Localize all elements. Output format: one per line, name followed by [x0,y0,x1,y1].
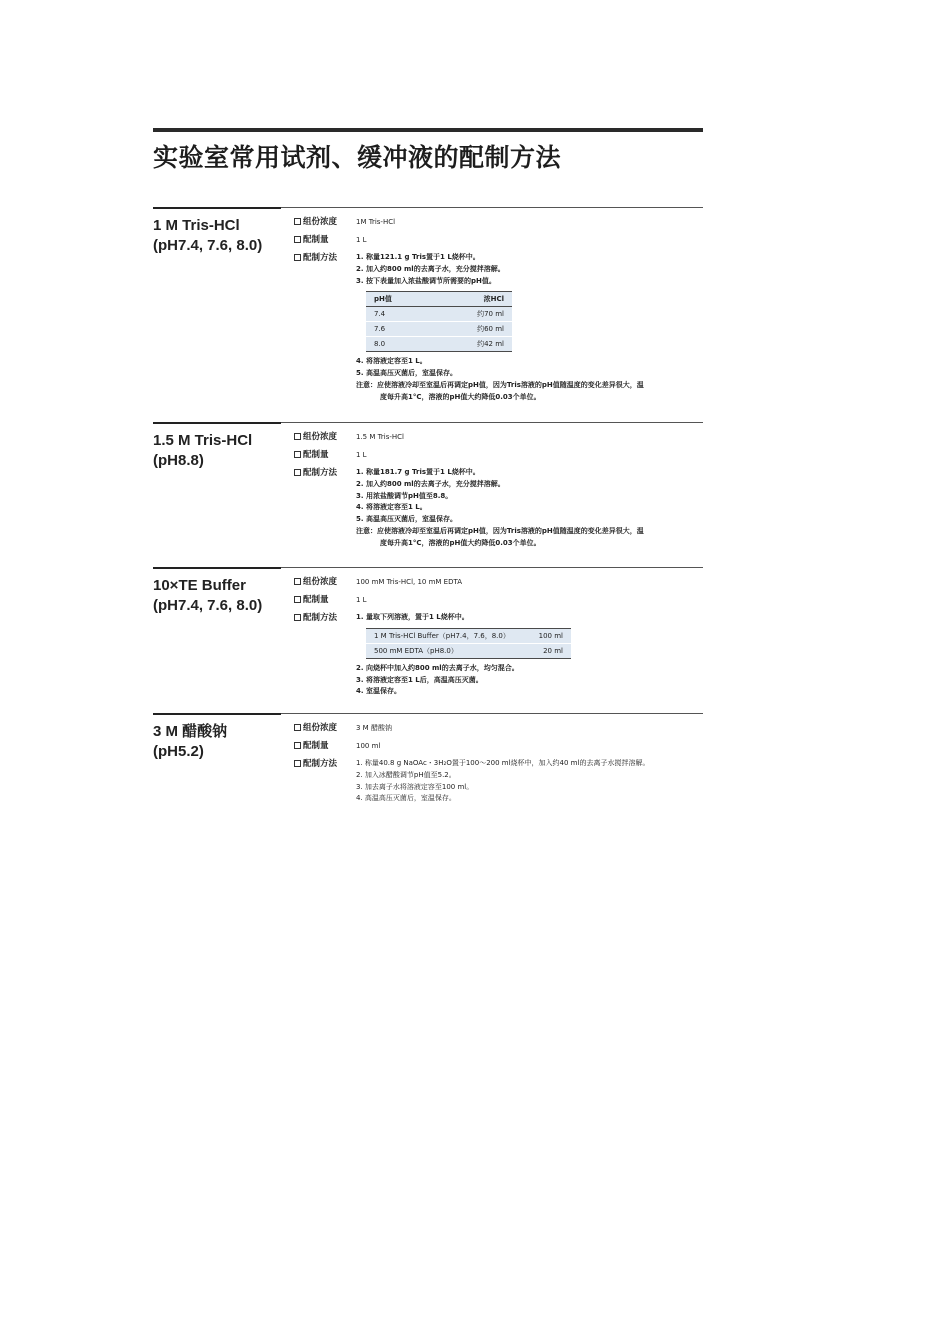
note [356,380,703,404]
te-components-table [366,628,571,659]
method-row [294,252,703,404]
page-top-rule [153,128,703,132]
table-cell: 8.0 [374,340,386,349]
table-cell: 100 ml [528,628,571,643]
section-title-name: 1 M Tris-HCl [153,217,240,234]
checkbox-icon [294,236,301,243]
method-steps [356,252,703,404]
component-value: 100 mM Tris-HCl, 10 mM EDTA [356,578,463,586]
step: 4. 室温保存。 [356,687,401,696]
step: 3. 按下表量加入浓盐酸调节所需要的pH值。 [356,276,496,285]
table-cell: 1 M Tris-HCl Buffer（pH7.4，7.6，8.0） [366,628,528,643]
volume-value: 1 L [356,451,367,459]
section-title-ph: (pH7.4, 7.6, 8.0) [153,237,263,254]
volume-label: 配制量 [294,234,329,246]
component-label: 组份浓度 [294,576,337,588]
section-title-ph: (pH7.4, 7.6, 8.0) [153,597,263,614]
section-title [153,431,252,471]
step: 2. 加入冰醋酸调节pH值至5.2。 [356,770,456,779]
section-fields [294,722,703,805]
table-row [366,628,571,643]
table-header-row [366,292,512,307]
component-value: 1.5 M Tris-HCl [356,433,404,441]
ph-hcl-table [366,291,512,352]
volume-value: 1 L [356,236,367,244]
volume-row [294,449,703,467]
component-row [294,431,703,449]
section-divider [153,422,703,423]
table-row [366,337,512,352]
method-label: 配制方法 [294,612,337,624]
volume-row [294,740,703,758]
method-row [294,758,703,805]
method-label: 配制方法 [294,252,337,264]
step: 1. 量取下列溶液，置于1 L烧杯中。 [356,613,469,621]
component-label: 组份浓度 [294,722,337,734]
step: 3. 加去离子水将溶液定容至100 ml。 [356,782,474,791]
step: 1. 称量40.8 g NaOAc・3H₂O置于100～200 ml烧杯中，加入约40 ml的去离子水搅拌溶解。 [356,759,650,767]
section-title [153,576,262,616]
method-row [294,612,703,698]
section-title-name: 1.5 M Tris-HCl [153,432,253,449]
checkbox-icon [294,218,301,225]
checkbox-icon [294,469,301,476]
section-fields [294,431,703,550]
component-label: 组份浓度 [294,431,337,443]
checkbox-icon [294,451,301,458]
table-header-hcl: 浓HCl [430,292,512,307]
note [356,526,703,550]
volume-label: 配制量 [294,594,329,606]
volume-label: 配制量 [294,449,329,461]
note-line: 注意：应使溶液冷却至室温后再调定pH值，因为Tris溶液的pH值随温度的变化差异很大，温 [356,380,644,389]
step: 1. 称量121.1 g Tris置于1 L烧杯中。 [356,253,480,261]
method-label: 配制方法 [294,467,337,479]
step: 1. 称量181.7 g Tris置于1 L烧杯中。 [356,468,480,476]
section-title-ph: (pH5.2) [153,743,204,760]
section-divider [153,207,703,208]
checkbox-icon [294,254,301,261]
checkbox-icon [294,614,301,621]
section-divider [153,567,703,568]
step: 4. 高温高压灭菌后，室温保存。 [356,794,456,803]
step: 4. 将溶液定容至1 L。 [356,357,427,366]
checkbox-icon [294,742,301,749]
section-title [153,216,262,256]
step: 2. 加入约800 ml的去离子水，充分搅拌溶解。 [356,264,505,273]
volume-value: 100 ml [356,742,381,750]
volume-label: 配制量 [294,740,329,752]
table-cell: 约42 ml [477,340,504,349]
table-row [366,322,512,337]
step: 3. 将溶液定容至1 L后，高温高压灭菌。 [356,675,483,684]
step: 2. 加入约800 ml的去离子水，充分搅拌溶解。 [356,479,505,488]
volume-row [294,234,703,252]
section-title-name: 10×TE Buffer [153,577,246,594]
volume-row [294,594,703,612]
note-line: 度每升高1°C，溶液的pH值大约降低0.03个单位。 [380,538,541,547]
volume-value: 1 L [356,596,367,604]
section-title [153,722,227,762]
component-label: 组份浓度 [294,216,337,228]
method-steps [356,758,703,805]
table-cell: 约60 ml [430,322,512,337]
table-cell: 约70 ml [430,307,512,322]
table-row [366,307,512,322]
step: 5. 高温高压灭菌后，室温保存。 [356,369,457,378]
component-row [294,576,703,594]
step: 3. 用浓盐酸调节pH值至8.8。 [356,491,453,500]
note-line: 注意：应使溶液冷却至室温后再调定pH值，因为Tris溶液的pH值随温度的变化差异很大，温 [356,526,644,535]
checkbox-icon [294,578,301,585]
component-value: 3 M 醋酸钠 [356,724,392,732]
checkbox-icon [294,596,301,603]
method-steps [356,467,703,550]
step: 4. 将溶液定容至1 L。 [356,503,427,512]
table-cell: 7.4 [366,307,430,322]
step: 2. 向烧杯中加入约800 ml的去离子水，均匀混合。 [356,663,519,672]
method-label: 配制方法 [294,758,337,770]
section-title-ph: (pH8.8) [153,452,204,469]
table-header-ph: pH值 [366,292,430,307]
table-cell: 20 ml [543,646,563,655]
section-fields [294,216,703,404]
checkbox-icon [294,724,301,731]
checkbox-icon [294,760,301,767]
method-row [294,467,703,550]
table-cell: 7.6 [366,322,430,337]
component-row [294,216,703,234]
section-divider [153,713,703,714]
section-title-name: 3 M 醋酸钠 [153,723,228,740]
step: 5. 高温高压灭菌后，室温保存。 [356,515,457,524]
table-row [366,643,571,658]
method-steps [356,612,703,698]
component-value: 1M Tris-HCl [356,218,396,226]
section-fields [294,576,703,698]
page-title: 实验室常用试剂、缓冲液的配制方法 [153,143,562,172]
table-cell: 500 mM EDTA（pH8.0） [374,646,458,655]
note-line: 度每升高1°C，溶液的pH值大约降低0.03个单位。 [380,392,541,401]
component-row [294,722,703,740]
checkbox-icon [294,433,301,440]
